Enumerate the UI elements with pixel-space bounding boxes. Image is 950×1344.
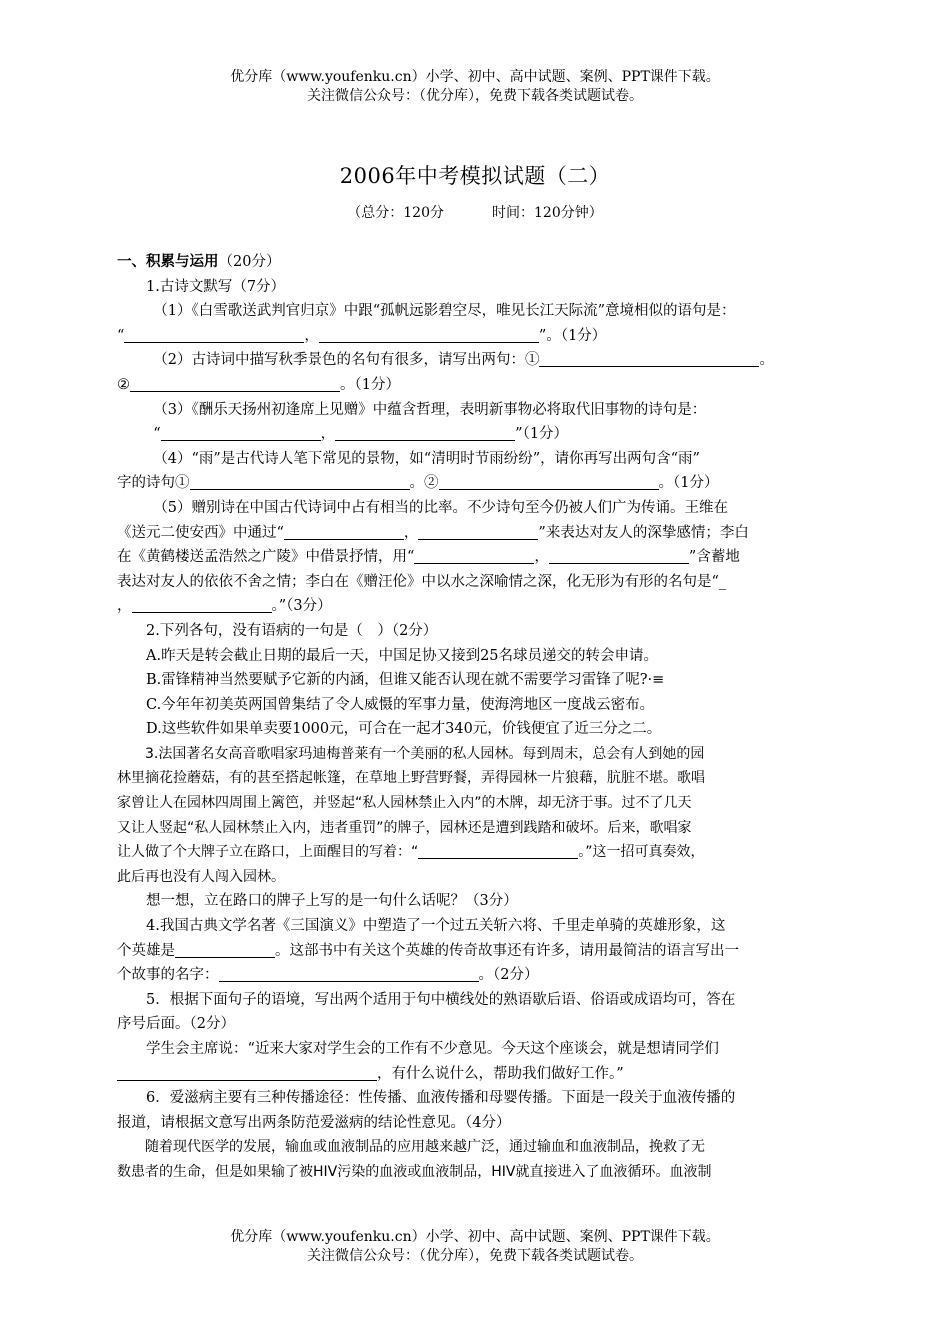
q3-question: 想一想，立在路口的牌子上写的是一句什么话呢？（3分） [146,893,518,910]
q1-s4-text: 字的诗句① [117,475,190,492]
answer-blank[interactable] [190,473,410,490]
q3-passage [117,742,832,890]
quote-open: “ [117,327,125,344]
q3-line: 此后再也没有人闯入园林。 [117,868,285,885]
text: ”来表达对友人的深挚感情；李白 [538,524,749,541]
answer-blank[interactable] [418,523,538,540]
q6-passage [117,1135,832,1184]
item-mark: ② [117,376,130,393]
text: 个故事的名字： [117,967,219,984]
quote-open: “ [153,426,161,443]
q4-line: 4.我国古典文学名著《三国演义》中塑造了一个过五关斩六将、千里走单骑的英雄形象，这 [146,918,726,935]
answer-blank[interactable] [284,523,404,540]
footer-bottom [0,1228,950,1266]
answer-blank[interactable] [124,326,304,343]
q6-line: 随着现代医学的发展，输血或血液制品的应用越来越广泛，通过输血和血液制品，挽救了无 [145,1139,705,1156]
exam-time: 时间：120分钟） [492,205,603,221]
q3-line: 又让人竖起“私人园林禁止入内，违者重罚”的牌子，园林还是遭到践踏和破坏。后来，歌唱家 [117,819,692,836]
footer-line-1: 优分库（www.youfenku.cn）小学、初中、高中试题、案例、PPT课件下载。 [230,1229,720,1245]
q1-s4-prompt: （4）“雨”是古代诗人笔下常见的景物，如“清明时节雨纷纷”，请你再写出两句含“雨” [153,450,700,467]
q3-line: 3.法国著名女高音歌唱家玛迪梅普莱有一个美丽的私人园林。每到周末，总会有人到她的园 [145,745,705,762]
q6-line: 6．爱滋病主要有三种传播途径：性传播、血液传播和母婴传播。下面是一段关于血液传播的 [146,1090,736,1107]
q1-s2-prompt [117,348,832,373]
total-score: （总分：120分 [347,205,444,221]
q1-s2-text: （2）古诗词中描写秋季景色的名句有很多，请写出两句：① [153,352,540,369]
text: 。”这一招可真奏效， [578,844,705,861]
q1-s1-prompt: （1）《白雪歌送武判官归京》中跟“孤帆远影碧空尽，唯见长江天际流”意境相似的语句是： [153,303,736,320]
q5-line: 5．根据下面句子的语境，写出两个适用于句中横线处的熟语歇后语、俗语或成语均可，答在 [146,991,736,1008]
q2-option-c: C.今年年初美英两国曾集结了令人威慑的军事力量，使海湾地区一度战云密布。 [146,696,655,713]
answer-blank[interactable] [117,1064,377,1081]
answer-blank[interactable] [219,965,479,982]
text: ”含蓄地 [688,549,740,566]
text: 让人做了个大牌子立在路口，上面醒目的写着：“ [117,844,419,861]
answer-blank[interactable] [319,326,539,343]
header-top [0,68,950,106]
points: 。（1分） [340,376,400,393]
section-heading [117,250,832,275]
text: 在《黄鹤楼送孟浩然之广陵》中借景抒情，用“ [117,549,415,566]
quote-close-points: ”。（1分） [538,327,607,344]
q3-line: 林里摘花捡蘑菇，有的甚至搭起帐篷，在草地上野营野餐，弄得园林一片狼藉，肮脏不堪。歌唱 [117,770,705,787]
answer-blank[interactable] [175,941,275,958]
q5-line: 学生会主席说：“近来大家对学生会的工作有不少意见。今天这个座谈会，就是想请同学们 [146,1041,719,1057]
answer-blank[interactable] [418,842,578,859]
section-points: （20分） [218,254,281,270]
period: 。 [759,352,774,369]
exam-content [117,250,832,1185]
page-title: 2006年中考模拟试题（二） [339,164,611,188]
text: ，有什么说什么，帮助我们做好工作。” [377,1065,624,1082]
q3-line: 家曾让人在园林四周围上篱笆，并竖起“私人园林禁止入内”的木牌，却无济于事。过不了几天 [117,795,692,812]
q4-line [117,963,832,988]
q1-s3-answer [117,422,832,447]
exam-meta [0,202,950,222]
points: 。（2分） [478,967,539,984]
comma: ， [117,598,132,615]
q2-option-a: A.昨天是转会截止日期的最后一天，中国足协又接到25名球员递交的转会申请。 [146,647,659,664]
answer-blank[interactable] [539,350,759,367]
q1-s5-line5 [117,594,832,619]
comma: ， [534,549,549,566]
q1-s1-answer [117,324,832,349]
q1-s3-prompt: （3）《酬乐天扬州初逢席上见赠》中蕴含哲理，表明新事物必将取代旧事物的诗句是： [153,401,707,418]
points: ”（1分） [515,426,569,443]
answer-blank[interactable] [439,473,659,490]
header-line-1: 优分库（www.youfenku.cn）小学、初中、高中试题、案例、PPT课件下载。 [230,69,720,85]
answer-blank[interactable] [161,424,321,441]
q5-line: 序号后面。（2分） [117,1016,235,1033]
q3-line [117,840,832,865]
answer-blank[interactable] [132,596,272,613]
item-mark: 。② [409,475,439,492]
answer-blank[interactable] [335,424,515,441]
q4-line [117,939,832,964]
answer-blank[interactable] [549,547,689,564]
text: 《送元二使安西》中通过“ [117,524,284,541]
answer-blank[interactable] [130,375,340,392]
footer-line-2: 关注微信公众号：（优分库），免费下载各类试题试卷。 [307,1248,643,1264]
q6-line: 报道，请根据文意写出两条防范爱滋病的结论性意见。（4分） [117,1114,511,1131]
q2-title: 2.下列各句，没有语病的一句是（ ）（2分） [146,622,438,639]
section-title: 一、积累与运用 [117,253,219,270]
points: 。（1分） [658,475,719,492]
q1-title: 1.古诗文默写（7分） [146,278,286,295]
comma: ， [403,524,419,541]
answer-blank[interactable] [414,547,534,564]
q1-s5-line3 [117,545,832,570]
q1-s5-prompt: （5）赠别诗在中国古代诗词中占有相当的比率。不少诗句至今仍被人们广为传诵。王维在 [153,499,728,516]
text: 。这部书中有关这个英雄的传奇故事还有许多，请用最简洁的语言写出一 [275,942,739,959]
q5-line [117,1062,832,1087]
q1-s5-line2 [117,521,832,546]
q1-s4-answer [117,471,832,496]
comma: ， [304,327,319,344]
q1-s2-answer [117,373,832,398]
q2-option-b: B.雷锋精神当然要赋予它新的内涵，但谁又能否认现在就不需要学习雷锋了呢?·≡ [146,672,665,689]
header-line-2: 关注微信公众号：（优分库），免费下载各类试题试卷。 [307,88,643,104]
q1-s5-line4: 表达对友人的依依不舍之情；李白在《赠汪伦》中以水之深喻情之深，化无形为有形的名句是“_ [117,573,727,590]
text: 个英雄是 [117,942,175,959]
comma: ， [320,426,336,443]
q6-line: 数患者的生命，但是如果输了被HIV污染的血液或血液制品，HIV就直接进入了血液循环。血液制 [117,1163,712,1180]
q2-option-d: D.这些软件如果单卖要1000元，可合在一起才340元，价钱便宜了近三分之二。 [146,721,662,738]
points: 。”（3分） [271,598,332,615]
